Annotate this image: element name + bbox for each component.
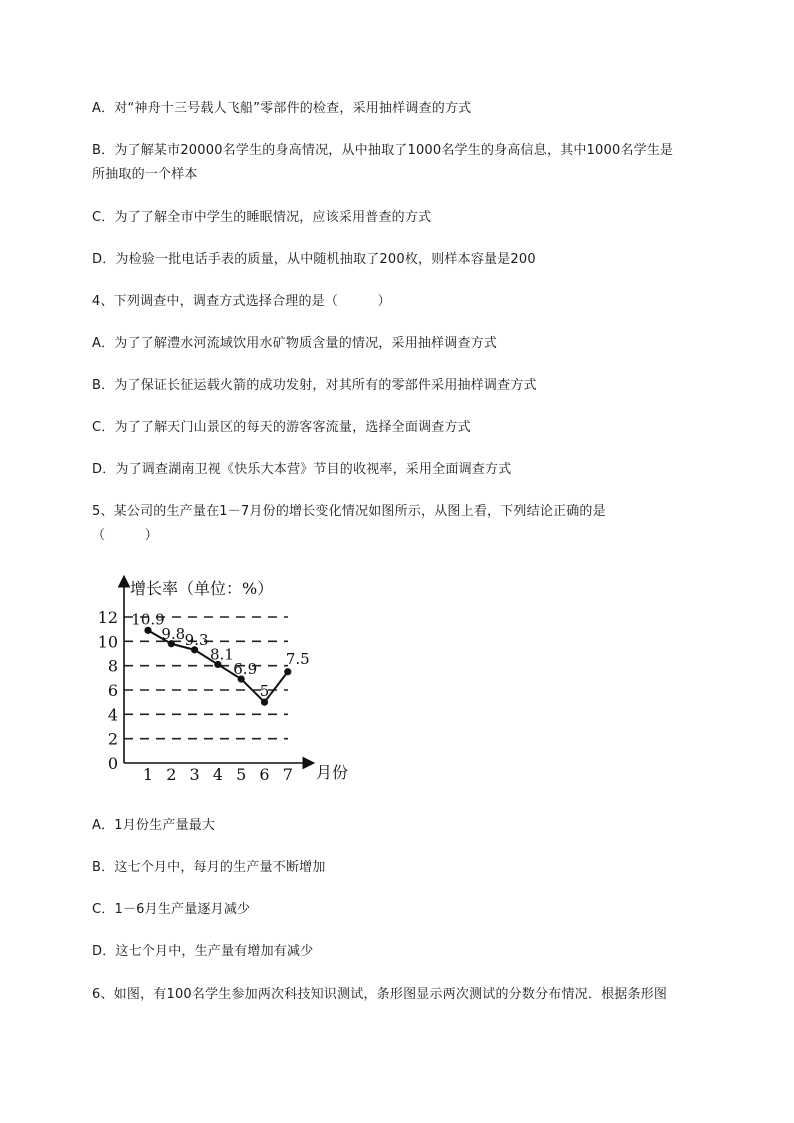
- x-tick-label: 7: [282, 765, 293, 784]
- x-tick-label: 2: [166, 765, 177, 784]
- y-tick-label: 0: [107, 754, 118, 773]
- q5-option-c: C．1－6月生产量逐月减少: [92, 902, 251, 917]
- x-tick-label: 5: [236, 765, 247, 784]
- q5-option-d: D．这七个月中，生产量有增加有减少: [92, 944, 314, 959]
- q3-option-c: C．为了了解全市中学生的睡眠情况，应该采用普查的方式: [92, 210, 432, 225]
- data-label: 9.8: [161, 624, 186, 643]
- q5-option-a: A．1月份生产量最大: [92, 818, 216, 833]
- q3-option-b-line1: B．为了解某市20000名学生的身高情况，从中抽取了1000名学生的身高信息，其中1000名学生是: [92, 143, 674, 158]
- x-axis-label: 月份: [316, 763, 349, 782]
- q4-stem: 4、下列调查中，调查方式选择合理的是（ ）: [92, 294, 391, 309]
- q4-option-c: C．为了了解天门山景区的每天的游客客流量，选择全面调查方式: [92, 420, 471, 435]
- x-tick-label: 3: [189, 765, 200, 784]
- data-label: 6.9: [233, 660, 258, 679]
- data-label: 8.1: [209, 645, 234, 664]
- q3-option-d: D．为检验一批电话手表的质量，从中随机抽取了200枚，则样本容量是200: [92, 252, 536, 267]
- q5-stem-line1: 5、某公司的生产量在1－7月份的增长变化情况如图所示，从图上看，下列结论正确的是: [92, 504, 606, 519]
- data-label: 9.3: [184, 630, 209, 649]
- q5-stem-line2: （ ）: [92, 528, 159, 543]
- data-label: 5: [259, 682, 270, 701]
- y-tick-label: 2: [107, 729, 118, 749]
- y-tick-label: 12: [97, 608, 118, 627]
- data-point: [284, 668, 291, 675]
- q3-option-a: A．对“神舟十三号载人飞船”零部件的检查，采用抽样调查的方式: [92, 101, 472, 116]
- x-tick-label: 1: [142, 765, 154, 784]
- x-tick-label: 6: [259, 765, 270, 784]
- q4-option-b: B．为了保证长征运载火箭的成功发射，对其所有的零部件采用抽样调查方式: [92, 378, 537, 393]
- x-tick-label: 4: [212, 765, 223, 784]
- chart-title: 增长率（单位：%）: [130, 579, 274, 598]
- data-label: 7.5: [285, 649, 310, 668]
- growth-rate-chart: [97, 572, 370, 787]
- q4-option-a: A．为了了解澧水河流域饮用水矿物质含量的情况，采用抽样调查方式: [92, 336, 498, 351]
- y-tick-label: 10: [97, 632, 118, 652]
- growth-rate-chart-svg: [97, 572, 370, 787]
- q6-stem: 6、如图，有100名学生参加两次科技知识测试，条形图显示两次测试的分数分布情况．根据条形图: [92, 987, 668, 1002]
- y-tick-label: 8: [107, 656, 118, 676]
- y-tick-label: 4: [107, 705, 118, 725]
- q3-option-b-line2: 所抽取的一个样本: [92, 167, 198, 182]
- data-label: 10.9: [131, 610, 165, 629]
- q4-option-d: D．为了调查湖南卫视《快乐大本营》节目的收视率，采用全面调查方式: [92, 462, 512, 477]
- y-tick-label: 6: [107, 681, 118, 700]
- q5-option-b: B．这七个月中，每月的生产量不断增加: [92, 860, 326, 875]
